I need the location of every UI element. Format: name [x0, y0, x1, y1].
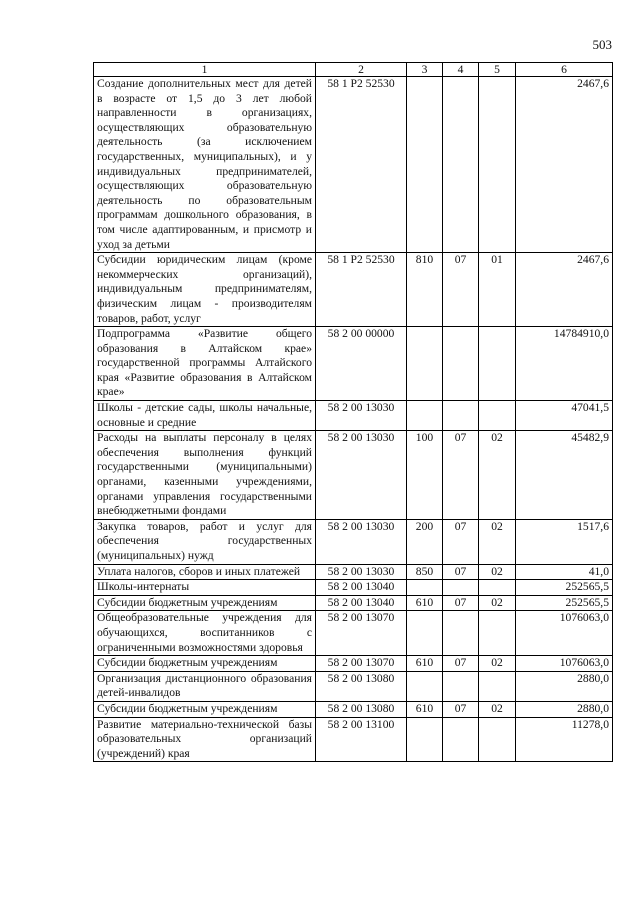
row-amount-cell: 14784910,0 — [516, 327, 613, 401]
row-c4-cell — [443, 611, 479, 656]
row-c3-cell — [407, 580, 443, 596]
row-amount-cell: 2880,0 — [516, 701, 613, 717]
row-name-cell: Уплата налогов, сборов и иных платежей — [94, 564, 316, 580]
row-c3-cell: 100 — [407, 431, 443, 520]
row-code-cell: 58 2 00 13030 — [316, 431, 407, 520]
row-name-cell: Школы-интернаты — [94, 580, 316, 596]
row-c4-cell: 07 — [443, 564, 479, 580]
row-code-cell: 58 2 00 13080 — [316, 671, 407, 701]
column-header: 6 — [516, 63, 613, 77]
table-row — [94, 519, 613, 564]
row-amount-cell: 47041,5 — [516, 401, 613, 431]
row-name-cell: Общеобразовательные учреждения для обучающихся, воспитанников с ограниченными возможностями здоровья — [94, 611, 316, 656]
row-amount-cell: 2880,0 — [516, 671, 613, 701]
row-code-cell: 58 2 00 13070 — [316, 656, 407, 672]
row-name-cell: Создание дополнительных мест для детей в возрасте от 1,5 до 3 лет любой направленности в организациях, осуществляющих образовательную деятельность (за исключением государственных, муниципальных), и у индивидуальных предпринимателей, осуществляющих образовательную деятельность по образовательным программам дошкольного образования, в том числе адаптированным, и присмотр и уход за детьми — [94, 77, 316, 253]
table-row — [94, 717, 613, 762]
table-row — [94, 671, 613, 701]
row-c3-cell: 810 — [407, 253, 443, 327]
table-row — [94, 701, 613, 717]
row-c4-cell: 07 — [443, 595, 479, 611]
row-name-cell: Подпрограмма «Развитие общего образования в Алтайском крае» государственной программы Алтайского края «Развитие образования в Алтайском крае» — [94, 327, 316, 401]
row-c5-cell — [479, 327, 516, 401]
column-header: 2 — [316, 63, 407, 77]
row-amount-cell: 252565,5 — [516, 580, 613, 596]
row-amount-cell: 45482,9 — [516, 431, 613, 520]
row-c5-cell — [479, 611, 516, 656]
row-c3-cell: 200 — [407, 519, 443, 564]
row-code-cell: 58 1 P2 52530 — [316, 253, 407, 327]
row-amount-cell: 1076063,0 — [516, 656, 613, 672]
row-c4-cell: 07 — [443, 519, 479, 564]
table-row — [94, 564, 613, 580]
budget-table — [93, 62, 613, 762]
row-code-cell: 58 2 00 13040 — [316, 580, 407, 596]
table-row — [94, 611, 613, 656]
row-code-cell: 58 2 00 13030 — [316, 564, 407, 580]
table-row — [94, 580, 613, 596]
row-name-cell: Субсидии бюджетным учреждениям — [94, 595, 316, 611]
row-c3-cell — [407, 401, 443, 431]
row-c5-cell — [479, 401, 516, 431]
row-c5-cell — [479, 671, 516, 701]
column-header: 3 — [407, 63, 443, 77]
row-code-cell: 58 2 00 13040 — [316, 595, 407, 611]
row-c5-cell — [479, 580, 516, 596]
row-c4-cell — [443, 717, 479, 762]
row-name-cell: Школы - детские сады, школы начальные, основные и средние — [94, 401, 316, 431]
row-c5-cell — [479, 717, 516, 762]
row-c4-cell — [443, 327, 479, 401]
row-name-cell: Субсидии бюджетным учреждениям — [94, 701, 316, 717]
row-c4-cell — [443, 580, 479, 596]
table-header-row — [94, 63, 613, 77]
row-c3-cell — [407, 611, 443, 656]
row-c3-cell — [407, 671, 443, 701]
table-row — [94, 327, 613, 401]
row-c5-cell: 02 — [479, 656, 516, 672]
column-header: 1 — [94, 63, 316, 77]
row-amount-cell: 2467,6 — [516, 253, 613, 327]
table-row — [94, 77, 613, 253]
row-amount-cell: 252565,5 — [516, 595, 613, 611]
row-code-cell: 58 2 00 13030 — [316, 401, 407, 431]
row-c4-cell: 07 — [443, 701, 479, 717]
table-row — [94, 253, 613, 327]
column-header: 4 — [443, 63, 479, 77]
row-c3-cell: 610 — [407, 595, 443, 611]
row-code-cell: 58 2 00 13070 — [316, 611, 407, 656]
row-amount-cell: 1076063,0 — [516, 611, 613, 656]
row-c4-cell: 07 — [443, 656, 479, 672]
row-name-cell: Организация дистанционного образования детей-инвалидов — [94, 671, 316, 701]
row-c5-cell — [479, 77, 516, 253]
row-c5-cell: 02 — [479, 519, 516, 564]
column-header: 5 — [479, 63, 516, 77]
row-name-cell: Закупка товаров, работ и услуг для обеспечения государственных (муниципальных) нужд — [94, 519, 316, 564]
row-name-cell: Субсидии юридическим лицам (кроме некоммерческих организаций), индивидуальным предпринимателям, физическим лицам - производителям товаров, работ, услуг — [94, 253, 316, 327]
row-c3-cell: 610 — [407, 656, 443, 672]
table-row — [94, 401, 613, 431]
row-c5-cell: 02 — [479, 595, 516, 611]
table-row — [94, 656, 613, 672]
row-c5-cell: 02 — [479, 431, 516, 520]
table-row — [94, 431, 613, 520]
row-amount-cell: 2467,6 — [516, 77, 613, 253]
row-c5-cell: 01 — [479, 253, 516, 327]
table-row — [94, 595, 613, 611]
row-c4-cell — [443, 77, 479, 253]
row-code-cell: 58 1 P2 52530 — [316, 77, 407, 253]
row-code-cell: 58 2 00 13100 — [316, 717, 407, 762]
row-c4-cell — [443, 671, 479, 701]
row-c4-cell: 07 — [443, 253, 479, 327]
row-code-cell: 58 2 00 00000 — [316, 327, 407, 401]
row-code-cell: 58 2 00 13030 — [316, 519, 407, 564]
row-name-cell: Субсидии бюджетным учреждениям — [94, 656, 316, 672]
row-name-cell: Расходы на выплаты персоналу в целях обеспечения выполнения функций государственными (муниципальными) органами, казенными учреждениями, органами управления государственными внебюджетными фондами — [94, 431, 316, 520]
row-c3-cell: 850 — [407, 564, 443, 580]
row-c3-cell — [407, 77, 443, 253]
row-name-cell: Развитие материально-технической базы образовательных организаций (учреждений) края — [94, 717, 316, 762]
row-amount-cell: 41,0 — [516, 564, 613, 580]
row-c4-cell: 07 — [443, 431, 479, 520]
row-amount-cell: 1517,6 — [516, 519, 613, 564]
table-body — [94, 77, 613, 762]
row-c5-cell: 02 — [479, 564, 516, 580]
row-c4-cell — [443, 401, 479, 431]
row-code-cell: 58 2 00 13080 — [316, 701, 407, 717]
row-amount-cell: 11278,0 — [516, 717, 613, 762]
page-number: 503 — [592, 37, 612, 52]
row-c5-cell: 02 — [479, 701, 516, 717]
row-c3-cell — [407, 327, 443, 401]
row-c3-cell — [407, 717, 443, 762]
row-c3-cell: 610 — [407, 701, 443, 717]
